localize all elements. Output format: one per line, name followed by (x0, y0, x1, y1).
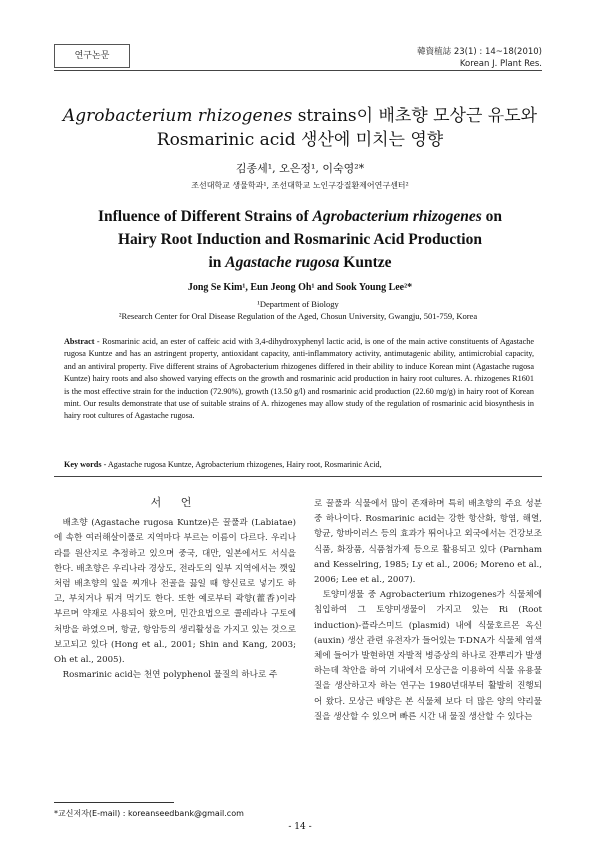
footnote-rule (54, 802, 174, 803)
section-heading: 서 언 (150, 496, 200, 509)
korean-affiliation: 조선대학교 생물학과¹, 조선대학교 노인구강질환제어연구센터² (191, 181, 409, 190)
journal-line-2: Korean J. Plant Res. (459, 59, 542, 69)
header-rule (54, 70, 542, 71)
korean-title (40, 104, 560, 152)
right-column (314, 497, 542, 725)
english-title-line2: Hairy Root Induction and Rosmarinic Acid Production (117, 231, 482, 248)
right-paragraph-1: 로 꿀풀과 식물에서 많이 존재하며 특히 배초향의 주요 성분 중 하나이다. Rosmarinic acid는 강한 항산화, 항염, 해열, 항균, 항바이러스 등의 효과가 뛰어나고 외국에서는 건강보조식품, 화장품, 식품첨가제 등으로 활용되고 있다 (Parnham and Kesselring, 1985; Ly et al., 2006; Moreno et al., 2006; Lee et al., 2007). (314, 499, 542, 586)
english-title-line1b: on (481, 208, 503, 225)
english-title-italic-2: Agastache rugosa (225, 254, 340, 271)
english-affiliation (54, 298, 542, 322)
page-number: - 14 - (288, 822, 312, 832)
left-paragraph-1: 배초향 (Agastache rugosa Kuntze)은 꿀풀과 (Labiatae)에 속한 여러해살이풀로 지역마다 부르는 이름이 다르다. 우리나라를 원산지로 추정하고 있으며 중국, 대만, 일본에서도 서식을 한다. 배초향은 우리나라 경상도, 전라도의 일부 지역에서는 깻잎처럼 배초향의 잎을 찌개나 전골을 끓일 때 향신료로 넣기도 하고, 부치거나 튀겨 먹기도 한다. 또한 예로부터 곽향(藿香)이라 부르며 약재로 사용되어 왔으며, 민간요법으로 콜레라나 구토에 처방을 하였으며, 항균, 항암등의 생리활성을 가지고 있는 것으로 보고되고 있다 (Hong et al., 2001; Shin and Kang, 2003; Oh et al., 2005). (54, 518, 296, 666)
english-title-line3b: Kuntze (339, 254, 392, 271)
abstract-rule (54, 476, 542, 477)
korean-authors: 김종세¹, 오은정¹, 이숙영²* (235, 162, 365, 175)
abstract (64, 336, 534, 423)
english-affiliation-line1: ¹Department of Biology (257, 299, 339, 309)
korean-title-line1: strains이 배초향 모상근 유도와 (292, 106, 538, 126)
english-title (40, 205, 560, 274)
left-paragraph-2: Rosmarinic acid는 천연 polyphenol 물질의 하나로 주 (62, 670, 278, 681)
right-paragraph-2: 토양미생물 중 Agrobacterium rhizogenes가 식물체에 침입하여 그 토양미생물이 가지고 있는 Ri (Root induction)-플라스미드 (plasmid) 내에 식물호르몬 옥신 (auxin) 생산 관련 유전자가 들어있는 T-DNA가 식물체 염색체에 들어가 발현하면 자발적 병증상의 하나로 잔뿌리가 발생하는데 착안을 하여 기내에서 모상근을 이용하여 식물 유용물질을 생산하고자 하는 연구는 1980년대부터 활발히 진행되어 왔다. 모상근 배양은 본 식물체 보다 더 많은 양의 약리물질을 생산할 수 있으며 빠른 시간 내 물질 생산할 수 있다는 (314, 590, 542, 722)
korean-title-line2: Rosmarinic acid 생산에 미치는 영향 (156, 130, 444, 150)
category-tag: 연구논문 (54, 44, 130, 68)
english-title-line3a: in (208, 254, 226, 271)
keywords (64, 460, 534, 469)
footnote: *교신저자(E-mail) : koreanseedbank@gmail.com (54, 809, 244, 818)
keywords-label: Key words (64, 460, 102, 469)
english-title-italic-1: Agrobacterium rhizogenes (312, 208, 482, 225)
journal-citation (417, 46, 542, 70)
abstract-text: - Rosmarinic acid, an ester of caffeic acid with 3,4-dihydroxyphenyl lactic acid, is one of the main active constituents of Agastache rugosa Kuntze and has an astringent property, antioxidant capacity, anti-inflammatory activity, antimutagenic ability, antimicrobial capacity, and an antiviral property. Five different strains of Agrobacterium rhizogenes differed in their ability to induce Korean mint (Agastache rugosa Kuntze) hairy roots and also showed varying effects on the growth and rosmarinic acid production in hairy root cultures. A. rhizogenes R1601 is the most effective strain for the induction (72.90%), growth (13.50 g/l) and rosmarinic acid production (22.60 mg/g) in hairy root of Korean mint. Our results demonstrate that use of suitable strains of A. rhizogenes may allow study of the regulation of rosmarinic acid biosynthesis in hairy root cultures of Agastache rugosa. (64, 337, 534, 421)
journal-line-1: 韓資植誌 23(1) : 14~18(2010) (417, 47, 542, 57)
abstract-label: Abstract (64, 337, 95, 346)
korean-title-italic: Agrobacterium rhizogenes (62, 106, 293, 126)
english-title-line1a: Influence of Different Strains of (97, 208, 313, 225)
keywords-text: - Agastache rugosa Kuntze, Agrobacterium rhizogenes, Hairy root, Rosmarinic Acid, (101, 460, 382, 469)
english-affiliation-line2: ²Research Center for Oral Disease Regulation of the Aged, Chosun University, Gwangju, 501-759, Korea (118, 311, 478, 321)
english-authors: Jong Se Kim¹, Eun Jeong Oh¹ and Sook Young Lee²* (187, 282, 413, 293)
left-column (54, 495, 296, 683)
